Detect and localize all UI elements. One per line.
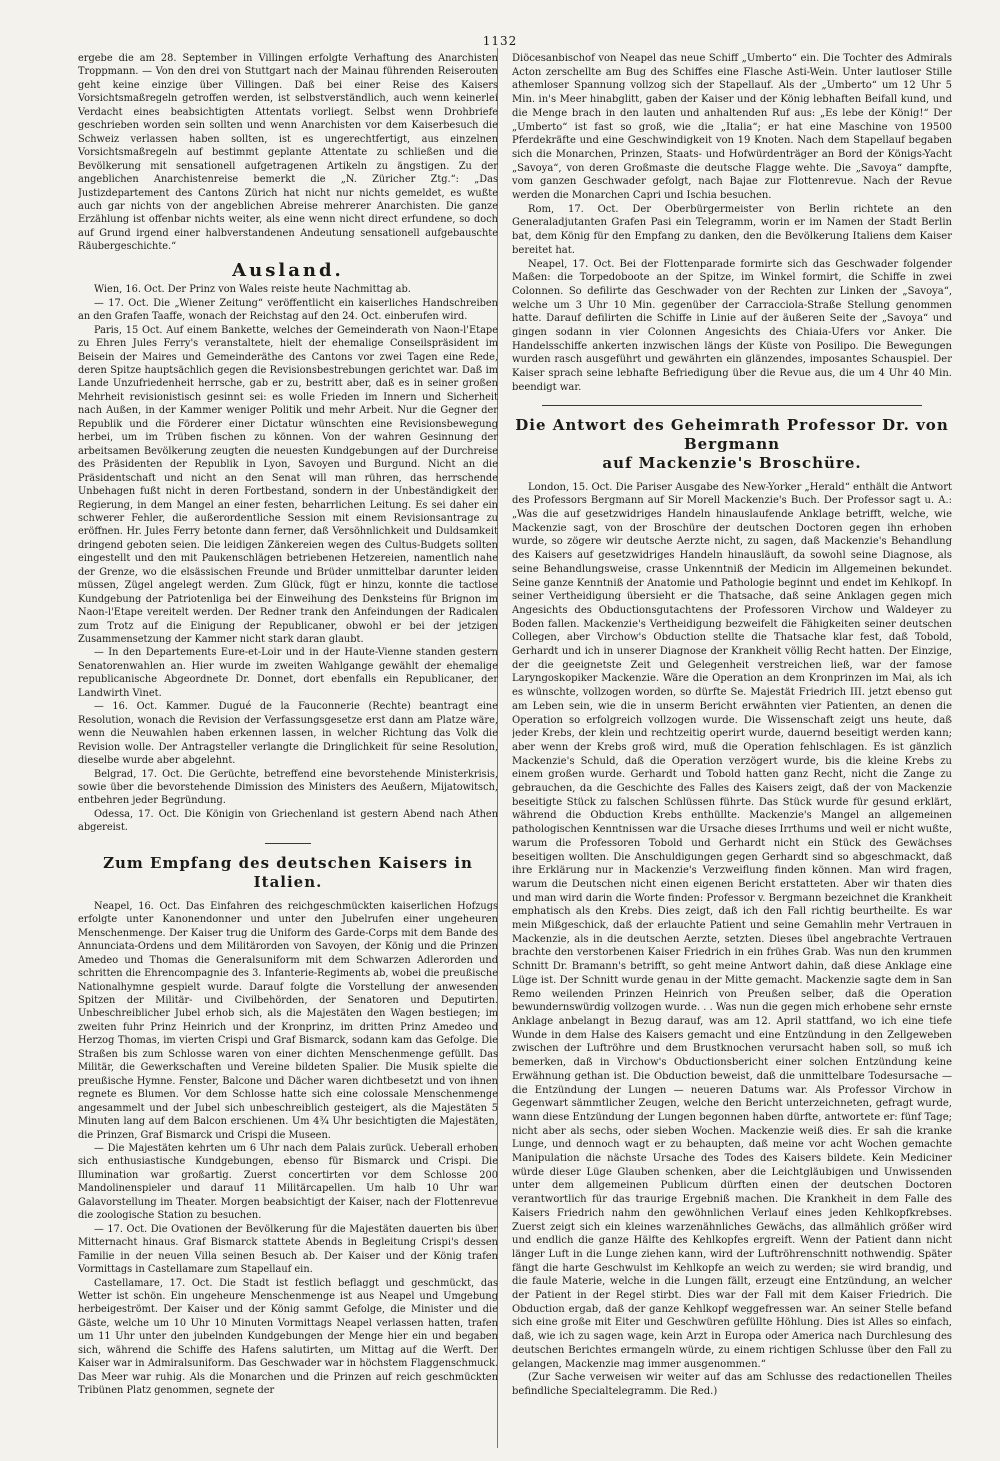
antwort-heading-line1: Die Antwort des Geheimrath Professor Dr. von Bergmann	[515, 415, 949, 453]
page-number: 1132	[482, 34, 518, 48]
article-paragraph: — Die Majestäten kehrten um 6 Uhr nach dem Palais zurück. Ueberall erhoben sich enthusiastische Kundgebungen, ebenso für Bismarck und Crispi. Die Illumination war großartig. Zuerst concertirten vor dem Schlosse 200 Mandolinenspieler und darauf 11 Militärcapellen. Um halb 10 Uhr war Galavorstellung im Theater. Morgen beabsichtigt der Kaiser, nach der Flottenrevue die zoologische Station zu besuchen.	[78, 1142, 498, 1222]
article-paragraph: — In den Departements Eure-et-Loir und in der Haute-Vienne standen gestern Senatorenwahlen an. Hier wurde im zweiten Wahlgange gewählt der ehemalige republicanische Abgeordnete Dr. Donnet, dort ebenfalls ein Republicaner, der Landwirth Vinet.	[78, 647, 498, 699]
article-paragraph: Wien, 16. Oct. Der Prinz von Wales reiste heute Nachmittag ab.	[94, 284, 411, 296]
section-separator	[265, 843, 311, 844]
article-paragraph: Belgrad, 17. Oct. Die Gerüchte, betreffend eine bevorstehende Ministerkrisis, sowie über die bevorstehende Dimission des Ministers des Aeußern, Mijatowitsch, entbehren jeder Begründung.	[78, 768, 498, 807]
intro-paragraph: ergebe die am 28. September in Villingen erfolgte Verhaftung des Anarchisten Troppmann. — Von den drei von Stuttgart nach der Mainau führenden Reiserouten geht keine einzige über Villingen. Daß bei einer Reise des Kaisers Vorsichtsmaßregeln getroffen werden, ist selbstverständlich, auch wenn keinerlei Verdacht eines beabsichtigten Attentats vorliegt. Selbst wenn Drohbriefe geschrieben worden sein sollten und wenn Anarchisten vor dem Kaiserbesuch die Schweiz verlassen haben sollten, ist es ungerechtfertigt, aus einzelnen Vorsichtsmaßregeln auf bestimmt geplante Attentate zu schließen und die Bevölkerung mit sensationell aufgetragenen Artikeln zu ängstigen. Zu der angeblichen Anarchistenreise bemerkt die „N. Züricher Ztg.“: „Das Justizdepartement des Cantons Zürich hat nicht nur nichts gemeldet, es wußte auch gar nichts von der angeblichen Abreise mehrerer Anarchisten. Die ganze Erzählung ist offenbar nichts weiter, als eine wenn nicht direct erfundene, so doch auf Grund irgend einer halbverstandenen Andeutung sensationell aufgebauschte Räubergeschichte.“	[78, 53, 498, 253]
article-paragraph: Castellamare, 17. Oct. Die Stadt ist festlich beflaggt und geschmückt, das Wetter ist schön. Ein ungeheure Menschenmenge ist aus Neapel und Umgebung herbeigeströmt. Der Kaiser und der König sammt Gefolge, die Minister und die Gäste, welche um 10 Uhr 10 Minuten Vormittags Neapel verlassen hatten, trafen um 11 Uhr unter den jubelnden Kundgebungen der Menge hier ein und begaben sich, während die Schiffe des Hafens salutirten, um Mittag auf die Werft. Der Kaiser war in Admiralsuniform. Das Geschwader war in höchstem Flaggenschmuck. Das Meer war ruhig. Als die Monarchen und die Prinzen auf reich geschmückten Tribünen Platz genommen, segnete der	[78, 1277, 498, 1397]
article-paragraph: Rom, 17. Oct. Der Oberbürgermeister von Berlin richtete an den Generaladjutanten Grafen Pasi ein Telegramm, worin er im Namen der Stadt Berlin bat, dem König für den Empfang zu danken, den die Bevölkerung Italiens dem Kaiser bereitet hat.	[512, 203, 952, 256]
article-paragraph: London, 15. Oct. Die Pariser Ausgabe des New-Yorker „Herald“ enthält die Antwort des Professors Bergmann auf Sir Morell Mackenzie's Buch. Der Professor sagt u. A.: „Was die auf gesetzwidriges Handeln hinauslaufende Anklage betrifft, welche, wie Mackenzie sagt, von der Broschüre der deutschen Doctoren gegen ihn erhoben wurde, so zögere wir deutsche Aerzte nicht, zu sagen, daß Mackenzie's Behandlung des Kaisers auf gesetzwidriges Handeln hinausläuft, da sowohl seine Diagnose, als seine Behandlungsweise, crasse Unkenntniß der Medicin im Allgemeinen bekundet. Seine ganze Kenntniß der Anatomie und Pathologie beginnt und endet im Kehlkopf. In seiner Vertheidigung übersieht er die Thatsache, daß seine Anklagen gegen mich Angesichts des Obductionsgutachtens der Professoren Virchow und Waldeyer zu Boden fallen. Mackenzie's Vertheidigung bezweifelt die Fähigkeiten seiner deutschen Collegen, aber Virchow's Obduction stellte die Thatsache klar fest, daß Tobold, Gerhardt und ich in unserer Diagnose der Krankheit völlig Recht hatten. Der Einzige, der die geeignetste Zeit und Gelegenheit verstreichen ließ, war der famose Laryngoskopiker Mackenzie. Wäre die Operation an dem Kronprinzen im Mai, als ich es wünschte, vollzogen worden, so dürfte Se. Majestät Friedrich III. jetzt ebenso gut am Leben sein, wie die in unserm Bericht erwähnten vier Patienten, an denen die Operation so erfolgreich vollzogen wurde. Die Wissenschaft zeigt uns heute, daß jeder Krebs, der klein und rechtzeitig operirt wurde, dauernd beseitigt werden kann; aber wenn der Krebs groß wird, muß die Operation fehlschlagen. Es ist gänzlich Mackenzie's Schuld, daß die Operation verzögert wurde, bis die kleine Krebs zu einem großen wurde. Gerhardt und Tobold hatten ganz Recht, nicht die Zange zu gebrauchen, da die Geschichte des Falles des Kaisers zeigt, daß der von Mackenzie beseitigte Stück zu falschen Schlüssen führte. Das Stück wurde für gesund erklärt, während die Obduction Krebs enthüllte. Mackenzie's Mangel an allgemeinen pathologischen Kenntnissen war die Ursache dieses Irrthums und weil er nicht wußte, warum die Professoren Tobold und Gerhardt nicht ein Stück des Gewächses beseitigen wollten. Die Anschuldigungen gegen Gerhardt sind so abgeschmackt, daß ihre Erklärung nur in Mackenzie's Verzweiflung finden können. Man wird fragen, warum die Deutschen nicht einen eigenen Bericht erstatteten. Aber wir thaten dies und man wird darin die Worte finden: Professor v. Bergmann bezeichnet die Krankheit emphatisch als den Krebs. Dies zeigt, daß ich den Fall richtig beurtheilte. Es war mein Mißgeschick, daß der erlauchte Patient und seine Gemahlin mehr Vertrauen in Mackenzie, als in die deutschen Aerzte, setzten. Dieses übel angebrachte Vertrauen brachte den verstorbenen Kaiser Friedrich in ein frühes Grab. Was nun den krummen Schnitt Dr. Bramann's betrifft, so geht meine Antwort dahin, daß diese Anklage eine Lüge ist. Der Schnitt wurde genau in der Mitte gemacht. Mackenzie sagte dem in San Remo weilenden Prinzen Heinrich von Preußen selber, daß die Operation bewundernswürdig vollzogen wurde. . . Was nun die gegen mich erhobene sehr ernste Anklage anbelangt in Bezug darauf, was am 12. April stattfand, wo ich eine tiefe Wunde in dem Halse des Kaisers gemacht und eine Entzündung in den Zellgeweben zwischen der Luftröhre und dem Brustknochen verursacht haben soll, so muß ich bemerken, daß in Virchow's Obductionsbericht einer solchen Entzündung keine Erwähnung gethan ist. Die Obduction beweist, daß die unmittelbare Todesursache — die Entzündung der Lungen — neueren Datums war. Als Professor Virchow in Gegenwart sämmtlicher Zeugen, welche den Bericht unterzeichneten, gefragt wurde, wann diese Entzündung der Lungen begonnen haben dürfte, antwortete er: fünf Tage; nicht aber als sechs, oder sieben Wochen. Mackenzie weiß dies. Er sah die kranke Lunge, und dennoch wagt er zu behaupten, daß meine vor acht Wochen gemachte Manipulation die nächste Ursache des Todes des Kaisers bildete. Kein Mediciner würde dieser Lüge Glauben schenken, aber die Leichtgläubigen und Unwissenden unter dem allgemeinen Publicum dürften einen der deutschen Doctoren verantwortlich für das traurige Ergebniß machen. Die Krankheit in dem Falle des Kaisers Friedrich nahm den gewöhnlichen Verlauf eines jeden Kehlkopfkrebses. Zuerst zeigt sich ein kleines warzenähnliches Gewächs, das allmählich größer wird und endlich die ganze Hälfte des Kehlkopfes ergreift. Wenn der Patient dann nicht länger Luft in die Lunge ziehen kann, wird der Luftröhrenschnitt nothwendig. Später fängt die harte Geschwulst im Kehlkopfe an weich zu werden; sie wird brandig, und die faule Materie, welche in die Lungen fällt, erzeugt eine Entzündung, an welcher der Patient in der Regel stirbt. Dies war der Fall mit dem Kaiser Friedrich. Die Obduction ergab, daß der ganze Kehlkopf weggefressen war. An seiner Stelle befand sich eine große mit Eiter und Geschwüren gefüllte Höhlung. Dies ist Alles so einfach, daß, wie ich zu sagen wage, kein Arzt in Europa oder America nach Durchlesung des deutschen Berichtes ermangeln würde, zu einem richtigen Schlusse über den Fall zu gelangen, Mackenzie mag immer ausgenommen.“	[512, 481, 952, 1370]
article-paragraph: Odessa, 17. Oct. Die Königin von Griechenland ist gestern Abend nach Athen abgereist.	[78, 808, 498, 834]
editorial-note: (Zur Sache verweisen wir weiter auf das am Schlusse des redactionellen Theiles befindliche Specialtelegramm. Die Red.)	[512, 1372, 952, 1397]
empfang-heading: Zum Empfang des deutschen Kaisers in Italien.	[103, 853, 473, 891]
article-paragraph: — 16. Oct. Kammer. Dugué de la Fauconnerie (Rechte) beantragt eine Resolution, wonach die Revision der Verfassungsgesetze erst dann am Platze wäre, wenn die Neuwahlen haben erkennen lassen, in welcher Richtung das Volk die Revision wolle. Der Antragsteller verlangte die Dringlichkeit für seine Resolution, dieselbe wurde aber abgelehnt.	[78, 701, 498, 767]
article-paragraph: Neapel, 16. Oct. Das Einfahren des reichgeschmückten kaiserlichen Hofzugs erfolgte unter Kanonendonner und unter den Jubelrufen einer ungeheuren Menschenmenge. Der Kaiser trug die Uniform des Garde-Corps mit dem Bande des Annunciata-Ordens und dem Militärorden von Savoyen, der König und die Prinzen Amedeo und Thomas die Generalsuniform mit dem Schwarzen Adlerorden und schritten die Ehrencompagnie des 3. Infanterie-Regiments ab, wobei die preußische Nationalhymne gespielt wurde. Darauf folgte die Vorstellung der anwesenden Spitzen der Militär- und Civilbehörden, der Senatoren und Deputirten. Unbeschreiblicher Jubel erhob sich, als die Majestäten den Wagen bestiegen; im zweiten fuhr Prinz Heinrich und der Kronprinz, im dritten Prinz Amedeo und Herzog Thomas, im vierten Crispi und Graf Bismarck, sodann kam das Gefolge. Die Straßen bis zum Schlosse waren von einer dichten Menschenmenge gefüllt. Das Militär, die Gewerkschaften und Vereine bildeten Spalier. Die Musik spielte die preußische Hymne. Fenster, Balcone und Dächer waren dichtbesetzt und von ihnen regnete es Blumen. Vor dem Schlosse hatte sich eine colossale Menschenmenge angesammelt und der Jubel sich unbeschreiblich gesteigert, als die Majestäten 5 Minuten lang auf dem Balcon erschienen. Um 4¾ Uhr besichtigten die Majestäten, die Prinzen, Graf Bismarck und Crispi die Museen.	[78, 900, 498, 1141]
right-column	[512, 52, 952, 1447]
section-separator	[542, 405, 922, 406]
antwort-heading-line2: auf Mackenzie's Broschüre.	[602, 453, 862, 472]
ausland-heading: Ausland.	[232, 259, 344, 281]
left-column	[78, 52, 498, 1447]
article-paragraph: — 17. Oct. Die „Wiener Zeitung“ veröffentlicht ein kaiserliches Handschreiben an den Grafen Taaffe, wonach der Reichstag auf den 24. Oct. einberufen wird.	[78, 297, 498, 323]
article-paragraph: — 17. Oct. Die Ovationen der Bevölkerung für die Majestäten dauerten bis über Mitternacht hinaus. Graf Bismarck stattete Abends in Begleitung Crispi's dessen Familie in der neuen Villa seinen Besuch ab. Der Kaiser und der König trafen Vormittags in Castellamare zum Stapellauf ein.	[78, 1223, 498, 1276]
antwort-heading	[512, 416, 952, 473]
article-paragraph: Neapel, 17. Oct. Bei der Flottenparade formirte sich das Geschwader folgender Maßen: die Torpedoboote an der Spitze, im Winkel formirt, die Schiffe in zwei Colonnen. So defilirte das Geschwader von der Rechten zur Linken der „Savoya“, welche um 3 Uhr 10 Min. gegenüber der Carracciola-Straße Stellung genommen hatte. Darauf defilirten die Schiffe in Linie auf der äußeren Seite der „Savoya“ und gingen sodann in vier Colonnen Angesichts des Chiaia-Ufers vor Anker. Die Handelsschiffe ankerten inzwischen längs der Küste von Posilipo. Die Bewegungen wurden rasch ausgeführt und gewährten ein glänzendes, imposantes Schauspiel. Der Kaiser sprach seine lebhafte Befriedigung über die Revue aus, die um 4 Uhr 40 Min. beendigt war.	[512, 258, 952, 393]
article-paragraph: Diöcesanbischof von Neapel das neue Schiff „Umberto“ ein. Die Tochter des Admirals Acton zerschellte am Bug des Schiffes eine Flasche Asti-Wein. Unter lautloser Stille athemloser Spannung vollzog sich der Stapellauf. Als der „Umberto“ um 12 Uhr 5 Min. in's Meer hinabglitt, gaben der Kaiser und der König lebhaften Beifall kund, und die Menge brach in den lauten und anhaltenden Ruf aus: „Es lebe der König!“ Der „Umberto“ ist fast so groß, wie die „Italia“; er hat eine Maschine von 19500 Pferdekräfte und eine Geschwindigkeit von 19 Knoten. Nach dem Stapellauf begaben sich die Monarchen, Prinzen, Staats- und Hofwürdenträger an Bord der Königs-Yacht „Savoya“, von deren Großmaste die deutsche Flagge wehte. Die „Savoya“ dampfte, vom ganzen Geschwader gefolgt, nach Bajae zur Flottenrevue. Nach der Revue werden die Monarchen Capri und Ischia besuchen.	[512, 53, 952, 202]
article-paragraph: Paris, 15 Oct. Auf einem Bankette, welches der Gemeinderath von Naon-l'Etape zu Ehren Jules Ferry's veranstaltete, hielt der ehemalige Conseilspräsident im Beisein der Maires und Gemeinderäthe des Cantons vor zwei Tagen eine Rede, deren Spitze hauptsächlich gegen die Revisionsbestrebungen gerichtet war. Daß im Lande Unzufriedenheit herrsche, gab er zu, bestritt aber, daß es in seiner großen Mehrheit revisionistisch gesinnt sei: es wolle Frieden im Innern und Sicherheit nach Außen, in der Kammer weniger Politik und mehr Arbeit. Nur die Gegner der Republik und die Förderer einer Dictatur wünschten eine Revisionsbewegung herbei, um im Trüben fischen zu können. Von der wahren Gesinnung der arbeitsamen Bevölkerung zeugten die neuesten Kundgebungen auf der Durchreise des Präsidenten der Republik in Lyon, Savoyen und Burgund. Nicht an die Präsidentschaft und nicht an den Senat will man rühren, das herrschende Unbehagen fußt nicht in deren Fortbestand, sondern in der Unbeständigkeit der Regierung, in dem Mangel an einer festen, beharrlichen Leitung. Es sei daher ein schwerer Fehler, die außerordentliche Session mit einem Revisionsantrage zu eröffnen. Hr. Jules Ferry betonte dann ferner, daß Versöhnlichkeit und Duldsamkeit dringend geboten seien. Die leidigen Zänkereien wegen des Cultus-Budgets sollten eingestellt und den mit Paukenschlägen betriebenen Hetzereien, namentlich nahe der Grenze, wo die elsässischen Freunde und Brüder unmittelbar darunter leiden müssen, Zügel angelegt werden. Zum Glück, fügt er hinzu, konnte die tactlose Kundgebung der Patriotenliga bei der Einweihung des Denksteins für Brignon im Naon-l'Etape vereitelt werden. Der Redner trank den Anfeindungen der Radicalen zum Trotz auf die Einigung der Republicaner, obwohl er bei der jetzigen Zusammensetzung der Kammer nicht stark daran glaubt.	[78, 324, 498, 646]
